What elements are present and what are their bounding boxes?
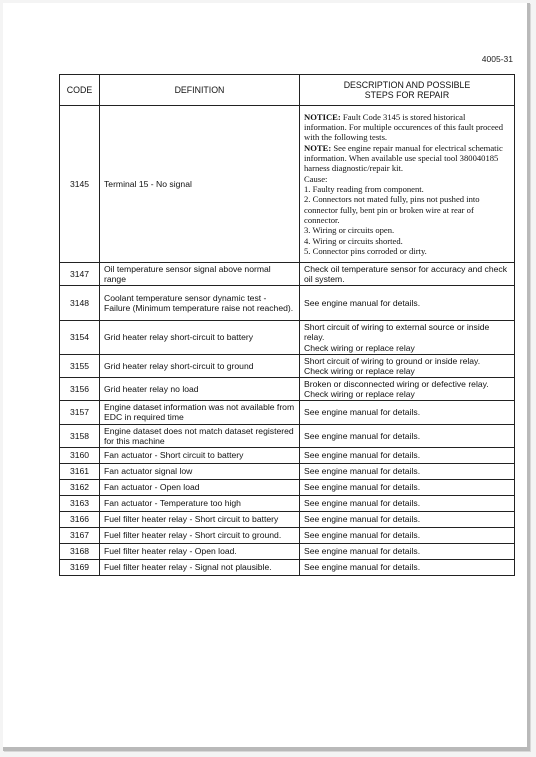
row-definition: Grid heater relay short-circuit to ground [100,354,300,377]
header-code: CODE [60,75,100,106]
row-description: See engine manual for details. [300,543,515,559]
description-line: Check wiring or replace relay [304,389,415,400]
header-description-line2: STEPS FOR REPAIR [364,90,450,100]
note-label: NOTE: [304,142,332,153]
table-row [60,377,515,400]
row-code: 3161 [60,463,100,479]
header-definition: DEFINITION [100,75,300,106]
cause-line: 1. Faulty reading from component. [304,184,424,194]
page-number: 4005-31 [481,54,513,64]
row-description [300,321,515,354]
row-definition: Engine dataset does not match dataset registered for this machine [100,424,300,447]
description-line: Short circuit of wiring to ground or inside relay. [304,355,481,366]
row-description: See engine manual for details. [300,401,515,424]
row-description: See engine manual for details. [300,447,515,463]
description-line: Short circuit of wiring to external source or inside relay. [304,322,490,343]
row-definition: Coolant temperature sensor dynamic test - Failure (Minimum temperature raise not reached). [100,286,300,321]
table-row [60,543,515,559]
table-header-row [60,75,515,106]
row-definition: Fan actuator signal low [100,463,300,479]
row-description [300,106,515,263]
cause-line: Cause: [304,173,328,184]
cause-line: 2. Connectors not mated fully, pins not pushed into connector fully, bent pin or broken wire at rear of connector. [304,194,480,225]
cause-line: 5. Connector pins corroded or dirty. [304,245,427,256]
notice-label: NOTICE: [304,111,341,122]
row-definition: Fan actuator - Short circuit to battery [100,447,300,463]
header-description [300,75,515,106]
table-row [60,424,515,447]
row-description: Check oil temperature sensor for accuracy and check oil system. [300,263,515,286]
table-row [60,511,515,527]
description-line: Check wiring or replace relay [304,365,415,376]
table-row [60,263,515,286]
row-description: See engine manual for details. [300,463,515,479]
row-description: See engine manual for details. [300,286,515,321]
row-definition: Grid heater relay short-circuit to battery [100,321,300,354]
row-description: See engine manual for details. [300,495,515,511]
row-definition: Fan actuator - Temperature too high [100,495,300,511]
row-definition: Fan actuator - Open load [100,479,300,495]
table-row [60,106,515,263]
row-definition: Oil temperature sensor signal above normal range [100,263,300,286]
row-code: 3154 [60,321,100,354]
description-line: Check wiring or replace relay [304,342,415,353]
table-row [60,495,515,511]
row-code: 3157 [60,401,100,424]
row-definition: Fuel filter heater relay - Signal not plausible. [100,559,300,575]
row-code: 3163 [60,495,100,511]
table-row [60,447,515,463]
table-row [60,463,515,479]
row-description: See engine manual for details. [300,511,515,527]
table-row [60,321,515,354]
row-code: 3155 [60,354,100,377]
row-description: See engine manual for details. [300,479,515,495]
note-text: See engine repair manual for electrical schematic information. When available use special tool 380040185 harness diagnostic/repair kit. [304,142,503,174]
row-code: 3166 [60,511,100,527]
row-code: 3156 [60,377,100,400]
header-description-line1: DESCRIPTION AND POSSIBLE [343,79,471,90]
document-page [3,3,530,751]
row-code: 3158 [60,424,100,447]
table-row [60,559,515,575]
cause-list [304,174,510,257]
row-definition: Fuel filter heater relay - Open load. [100,543,300,559]
row-definition: Grid heater relay no load [100,377,300,400]
notice-text: Fault Code 3145 is stored historical information. For multiple occurences of this fault proceed with the following tests. [304,111,504,143]
row-code: 3169 [60,559,100,575]
description-line: Broken or disconnected wiring or defective relay. [304,378,489,389]
table-row [60,286,515,321]
table-row [60,527,515,543]
row-definition: Fuel filter heater relay - Short circuit to ground. [100,527,300,543]
row-code: 3167 [60,527,100,543]
notice-paragraph [304,112,510,143]
row-code: 3168 [60,543,100,559]
table-row [60,401,515,424]
row-definition: Terminal 15 - No signal [100,106,300,263]
row-code: 3160 [60,447,100,463]
row-description [300,354,515,377]
row-description: See engine manual for details. [300,424,515,447]
table-row [60,354,515,377]
row-description [300,377,515,400]
note-paragraph [304,143,510,174]
row-code: 3147 [60,263,100,286]
row-description: See engine manual for details. [300,559,515,575]
cause-line: 4. Wiring or circuits shorted. [304,235,403,246]
row-code: 3162 [60,479,100,495]
row-definition: Engine dataset information was not available from EDC in required time [100,401,300,424]
fault-code-table [59,74,515,576]
table-row [60,479,515,495]
cause-line: 3. Wiring or circuits open. [304,225,395,236]
row-code: 3145 [60,106,100,263]
row-definition: Fuel filter heater relay - Short circuit to battery [100,511,300,527]
row-code: 3148 [60,286,100,321]
row-description: See engine manual for details. [300,527,515,543]
